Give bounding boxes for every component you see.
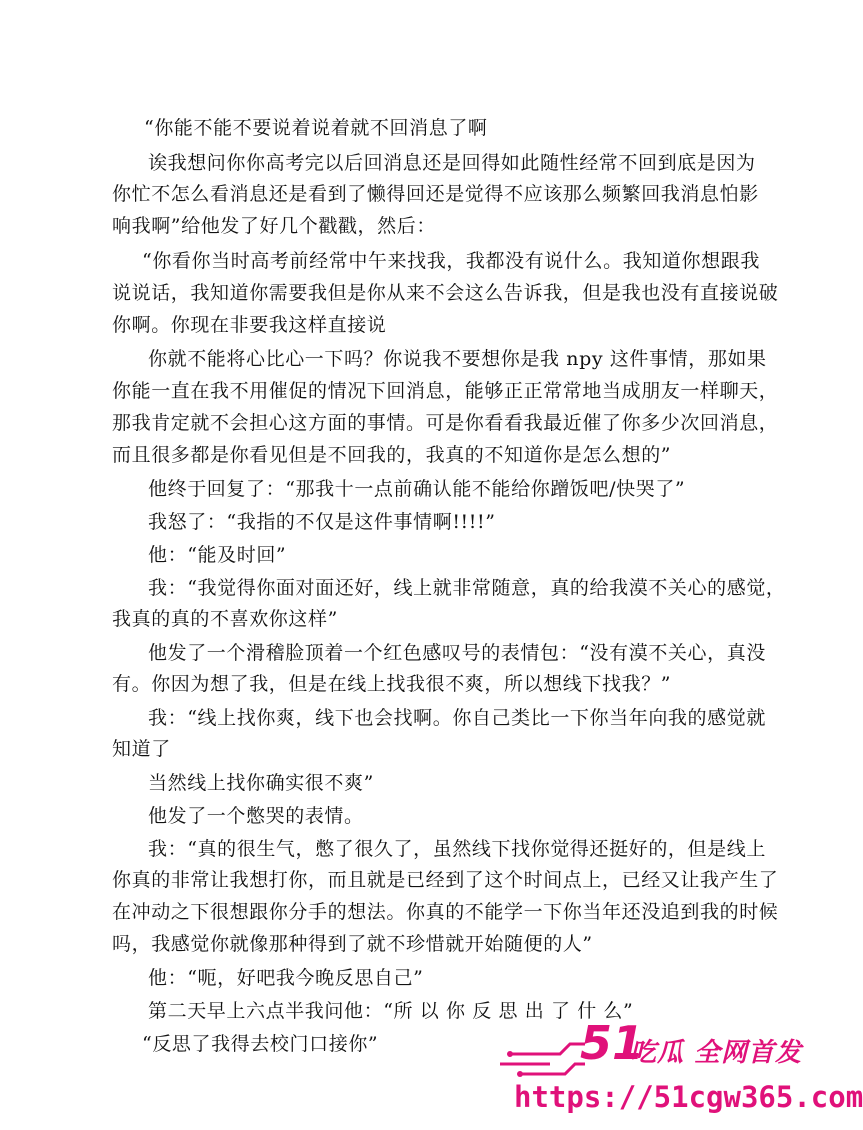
text-line-16: 我真的真的不喜欢你这样” xyxy=(112,608,338,630)
text-line-6: 说说话，我知道你需要我但是你从来不会这么告诉我，但是我也没有直接说破 xyxy=(112,282,779,304)
text-line-21: 当然线上找你确实很不爽” xyxy=(148,772,374,794)
text-line-29: “反思了我得去校门口接你” xyxy=(142,1033,379,1055)
text-line-5: “你看你当时高考前经常中午来找我，我都没有说什么。我知道你想跟我 xyxy=(142,250,760,272)
watermark-url: https://51cgw365.com xyxy=(514,1080,863,1114)
text-line-18: 有。你因为想了我，但是在线上找我很不爽，所以想线下找我？” xyxy=(112,673,672,695)
text-line-4: 响我啊”给他发了好几个戳戳，然后： xyxy=(112,215,436,237)
text-line-10: 那我肯定就不会担心这方面的事情。可是你看看我最近催了你多少次回消息， xyxy=(112,412,779,434)
text-line-23: 我：“真的很生气，憋了很久了，虽然线下找你觉得还挺好的，但是线上 xyxy=(148,838,766,860)
text-line-17: 他发了一个滑稽脸顶着一个红色感叹号的表情包：“没有漠不关心，真没 xyxy=(148,642,766,664)
text-line-8: 你就不能将心比心一下吗？你说我不要想你是我 npy 这件事情，那如果 xyxy=(148,348,767,370)
text-line-1: “你能不能不要说着说着就不回消息了啊 xyxy=(144,117,488,139)
text-line-20: 知道了 xyxy=(112,738,171,760)
text-line-28: 第二天早上六点半我问他：“所 以 你 反 思 出 了 什 么” xyxy=(148,1000,634,1022)
text-line-15: 我：“我觉得你面对面还好，线上就非常随意，真的给我漠不关心的感觉， xyxy=(148,577,786,599)
text-line-2: 诶我想问你你高考完以后回消息还是回得如此随性经常不回到底是因为 xyxy=(148,152,756,174)
text-line-22: 他发了一个憋哭的表情。 xyxy=(148,805,364,827)
text-line-11: 而且很多都是你看见但是不回我的，我真的不知道你是怎么想的” xyxy=(112,444,672,466)
text-line-13: 我怒了：“我指的不仅是这件事情啊!!!!” xyxy=(148,511,496,533)
text-line-3: 你忙不怎么看消息还是看到了懒得回还是觉得不应该那么频繁回我消息怕影 xyxy=(112,183,759,205)
watermark-logo: 51 xyxy=(580,1016,645,1070)
watermark-tagline: 吃瓜 全网首发 xyxy=(630,1038,803,1068)
site-watermark xyxy=(500,1010,863,1130)
text-line-26: 吗，我感觉你就像那种得到了就不珍惜就开始随便的人” xyxy=(112,933,593,955)
text-line-12: 他终于回复了：“那我十一点前确认能不能给你蹭饭吧/快哭了” xyxy=(148,478,686,500)
text-line-19: 我：“线上找你爽，线下也会找啊。你自己类比一下你当年向我的感觉就 xyxy=(148,707,766,729)
text-line-25: 在冲动之下很想跟你分手的想法。你真的不能学一下你当年还没追到我的时候 xyxy=(112,901,779,923)
text-line-7: 你啊。你现在非要我这样直接说 xyxy=(112,314,387,336)
text-line-24: 你真的非常让我想打你，而且就是已经到了这个时间点上，已经又让我产生了 xyxy=(112,869,779,891)
text-line-9: 你能一直在我不用催促的情况下回消息，能够正正常常地当成朋友一样聊天， xyxy=(112,380,779,402)
text-line-14: 他：“能及时回” xyxy=(148,544,287,566)
text-line-27: 他：“呃，好吧我今晚反思自己” xyxy=(148,967,424,989)
